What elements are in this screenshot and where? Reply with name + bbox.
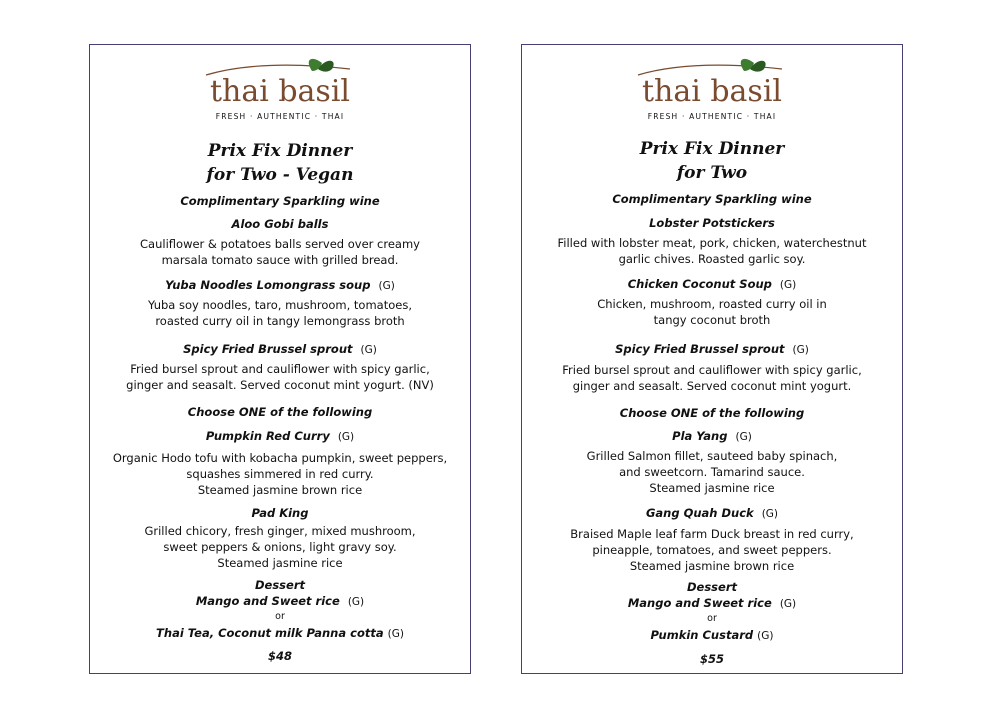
- menu-card-vegan: [89, 44, 471, 674]
- course3-desc: Fried bursel sprout and cauliflower with spicy garlic, ginger and seasalt. Served coconut mint yogurt.: [562, 363, 862, 393]
- menu-card-regular: [521, 44, 903, 674]
- course1-name: Aloo Gobi balls: [231, 217, 329, 231]
- course2-name: Chicken Coconut Soup (G): [627, 277, 797, 291]
- course1-desc: Filled with lobster meat, pork, chicken, waterchestnut garlic chives. Roasted garlic soy.: [557, 236, 867, 266]
- course3-desc: Fried bursel sprout and cauliflower with spicy garlic, ginger and seasalt. Served coconut mint yogurt. (NV): [126, 362, 434, 392]
- course3-name: Spicy Fried Brussel sprout (G): [183, 342, 377, 356]
- choose-heading: Choose ONE of the following: [619, 406, 805, 420]
- basil-leaf-icon: [741, 59, 766, 72]
- logo-wordmark: thai basil: [641, 74, 783, 109]
- main1-desc: Grilled Salmon fillet, sauteed baby spinach, and sweetcorn. Tamarind sauce. Steamed jasmine rice: [586, 449, 838, 495]
- course1-desc: Cauliflower & potatoes balls served over creamy marsala tomato sauce with grilled bread.: [140, 237, 420, 267]
- main2-name: Pad King: [251, 506, 309, 520]
- main1-desc: Organic Hodo tofu with kobacha pumpkin, sweet peppers, squashes simmered in red curry. Steamed jasmine brown rice: [112, 451, 448, 497]
- logo: [90, 53, 470, 125]
- main1-name: Pumpkin Red Curry (G): [205, 429, 355, 443]
- menu-title: Prix Fix Dinner for Two - Vegan: [206, 141, 354, 185]
- course1-name: Lobster Potstickers: [649, 216, 775, 230]
- dessert-or: or: [275, 611, 285, 622]
- dessert1: Mango and Sweet rice (G): [627, 596, 797, 610]
- menu-title: Prix Fix Dinner for Two: [639, 139, 785, 183]
- course2-name: Yuba Noodles Lomongrass soup (G): [165, 278, 395, 292]
- choose-heading: Choose ONE of the following: [187, 405, 373, 419]
- dessert2: Thai Tea, Coconut milk Panna cotta (G): [156, 626, 404, 640]
- dessert1: Mango and Sweet rice (G): [195, 594, 365, 608]
- wine-note: Complimentary Sparkling wine: [180, 194, 380, 208]
- thai-basil-logo: [200, 53, 360, 125]
- dessert-heading: Dessert: [686, 580, 737, 594]
- main2-desc: Braised Maple leaf farm Duck breast in red curry, pineapple, tomatoes, and sweet peppers. Steamed jasmine brown rice: [570, 527, 854, 573]
- logo-wordmark: thai basil: [209, 74, 351, 109]
- wine-note: Complimentary Sparkling wine: [612, 192, 812, 206]
- basil-leaf-icon: [309, 59, 334, 72]
- dessert-heading: Dessert: [254, 578, 305, 592]
- dessert2: Pumkin Custard (G): [650, 628, 774, 642]
- price: $55: [699, 652, 724, 666]
- main2-desc: Grilled chicory, fresh ginger, mixed mushroom, sweet peppers & onions, light gravy soy. Steamed jasmine rice: [144, 524, 416, 570]
- logo-tagline: FRESH · AUTHENTIC · THAI: [215, 112, 345, 121]
- thai-basil-logo: [632, 53, 792, 125]
- course2-desc: Chicken, mushroom, roasted curry oil in tangy coconut broth: [597, 297, 827, 327]
- course3-name: Spicy Fried Brussel sprout (G): [615, 342, 809, 356]
- main1-name: Pla Yang (G): [672, 429, 752, 443]
- main2-name: Gang Quah Duck (G): [645, 506, 779, 520]
- dessert-or: or: [707, 613, 717, 624]
- price: $48: [267, 649, 292, 663]
- course2-desc: Yuba soy noodles, taro, mushroom, tomatoes, roasted curry oil in tangy lemongrass broth: [148, 298, 412, 328]
- logo-tagline: FRESH · AUTHENTIC · THAI: [647, 112, 777, 121]
- logo: [522, 53, 902, 125]
